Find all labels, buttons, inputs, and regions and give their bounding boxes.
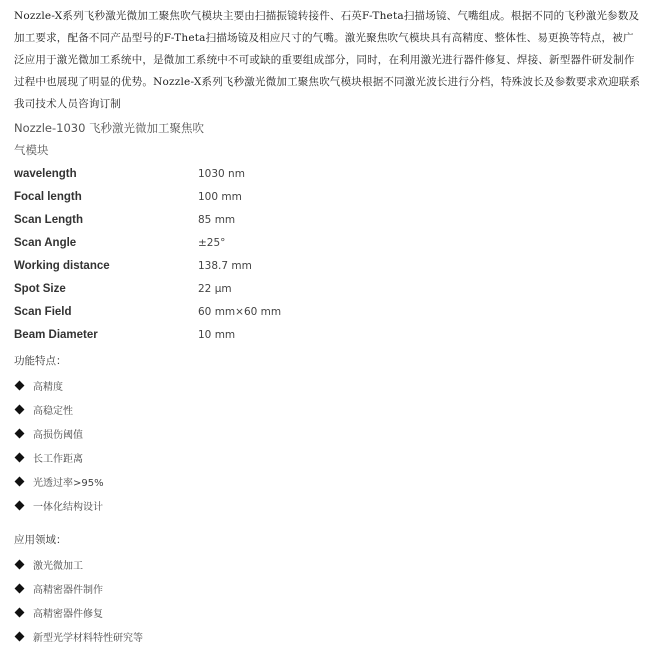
spec-row (14, 323, 641, 346)
list-item (14, 397, 641, 421)
diamond-bullet-icon (15, 559, 25, 569)
spec-label: Focal length (14, 190, 82, 203)
feature-text: 高损伤阈值 (33, 429, 83, 441)
diamond-bullet-icon (15, 583, 25, 593)
diamond-bullet-icon (15, 380, 25, 390)
feature-text: 高稳定性 (33, 405, 73, 417)
applications-list (14, 552, 641, 648)
spec-row (14, 162, 641, 185)
application-text: 高精密器件修复 (33, 608, 103, 620)
spec-label: wavelength (14, 167, 77, 180)
spec-row (14, 277, 641, 300)
spec-value: 10 mm (198, 328, 236, 341)
spec-value: 1030 nm (198, 167, 245, 180)
list-item (14, 469, 641, 493)
diamond-bullet-icon (15, 404, 25, 414)
application-text: 激光微加工 (33, 560, 83, 572)
diamond-bullet-icon (15, 631, 25, 641)
spec-value: 100 mm (198, 190, 242, 203)
intro-paragraph: Nozzle-X系列飞秒激光微加工聚焦吹气模块主要由扫描振镜转接件、石英F-Theta扫描场镜、气嘴组成。根据不同的飞秒激光参数及加工要求，配备不同产品型号的F-Theta扫描场镜及相应尺寸的气嘴。激光聚焦吹气模块具有高精度、整体性、易更换等特点，被广泛应用于激光微加工系统中，是微加工系统中不可或缺的重要组成部分，同时，在利用激光进行器件修复、焊接、新型器件研发制作过程中也展现了明显的优势。Nozzle-X系列飞秒激光微加工聚焦吹气模块根据不同激光波长进行分档，特殊波长及参数要求欢迎联系我司技术人员咨询订制 (14, 10, 641, 110)
feature-text: 光透过率>95% (33, 477, 104, 489)
spec-label: Beam Diameter (14, 328, 98, 341)
spec-value: 22 μm (198, 282, 232, 295)
list-item (14, 421, 641, 445)
list-item (14, 445, 641, 469)
feature-text: 一体化结构设计 (33, 501, 103, 513)
list-item (14, 576, 641, 600)
diamond-bullet-icon (15, 476, 25, 486)
diamond-bullet-icon (15, 500, 25, 510)
spec-label: Spot Size (14, 282, 66, 295)
feature-text: 长工作距离 (33, 453, 83, 465)
spec-value: 85 mm (198, 213, 236, 226)
diamond-bullet-icon (15, 452, 25, 462)
spec-row (14, 208, 641, 231)
spec-value: ±25° (198, 236, 226, 249)
spec-label: Working distance (14, 259, 110, 272)
list-item (14, 373, 641, 397)
spec-row (14, 185, 641, 208)
feature-text: 高精度 (33, 381, 63, 393)
list-item (14, 493, 641, 517)
section-gap (14, 517, 641, 525)
product-title-line: Nozzle-1030 飞秒激光微加工聚焦吹 (14, 121, 205, 135)
product-title (14, 117, 641, 161)
features-list (14, 373, 641, 517)
features-heading: 功能特点： (14, 355, 67, 367)
application-text: 新型光学材料特性研究等 (33, 632, 143, 644)
spec-row (14, 300, 641, 323)
list-item (14, 600, 641, 624)
spec-value: 60 mm×60 mm (198, 305, 282, 318)
spec-value: 138.7 mm (198, 259, 252, 272)
diamond-bullet-icon (15, 428, 25, 438)
applications-heading: 应用领域： (14, 534, 67, 546)
spec-table (14, 162, 641, 346)
spec-label: Scan Field (14, 305, 72, 318)
spec-label: Scan Length (14, 213, 84, 226)
spec-label: Scan Angle (14, 236, 77, 249)
application-text: 高精密器件制作 (33, 584, 103, 596)
list-item (14, 624, 641, 648)
product-title-line: 气模块 (14, 143, 49, 157)
list-item (14, 552, 641, 576)
spec-row (14, 231, 641, 254)
spec-row (14, 254, 641, 277)
diamond-bullet-icon (15, 607, 25, 617)
